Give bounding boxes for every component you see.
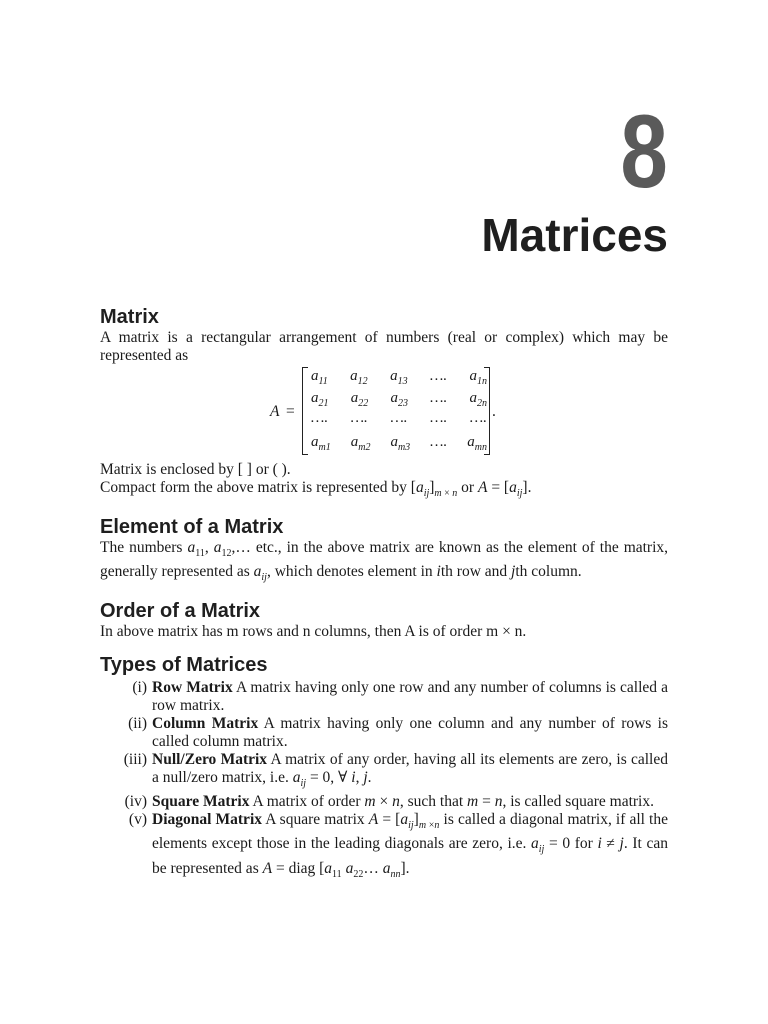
element-text: The numbers $a_{11}$, $a_{12},\dots$ etc., in the above matrix are known as the element of the matrix, generally represented as $a_{ij}$, which denotes element in ith row and jth column. — [100, 539, 669, 584]
order-text: In above matrix has m rows and n columns, then A is of order m × n. — [100, 623, 527, 641]
heading-order: Order of a Matrix — [100, 600, 261, 623]
list-item: (i) Row Matrix A matrix having only one row and any number of columns is called a row matrix. — [132, 679, 668, 715]
matrix-row-1: $a_{11}$ $a_{12}$ $a_{13}$ …. $a_{1n}$ — [311, 368, 487, 387]
matrix-intro: A matrix is a rectangular arrangement of numbers (real or complex) which may be represented as — [100, 329, 668, 364]
list-item: (v) Diagonal Matrix A square matrix $A = [a_{ij}]_{m \times n}$ is called a diagonal matrix, if all the elements except those in the leading diagonals are zero, i.e. $a_{ij} = 0$ for i ≠ j. It can be represented as A = diag [$a_{11}$ $a_{22}\dots$ $a_{nn}$]. — [128, 811, 668, 880]
list-item: (iii) Null/Zero Matrix A matrix of any order, having all its elements are zero, is called a null/zero matrix, i.e. $a_{ij} = 0$, ∀ i, j. — [123, 751, 668, 790]
matrix-equals: = — [286, 403, 295, 420]
matrix-display — [100, 367, 668, 457]
chapter-number: 8 — [620, 94, 668, 210]
types-list — [100, 679, 668, 883]
heading-element: Element of a Matrix — [100, 516, 284, 539]
matrix-brackets — [302, 367, 490, 455]
matrix-compact: Compact form the above matrix is represented by $[a_{ij}]_{m \times n}$ or $A = [a_{ij}]$. — [100, 479, 532, 500]
list-item: (iv) Square Matrix A matrix of order m × n, such that m = n, is called square matrix. — [124, 793, 654, 811]
matrix-row-4: $a_{m1}$ $a_{m2}$ $a_{m3}$ …. $a_{mn}$ — [311, 434, 487, 453]
heading-types: Types of Matrices — [100, 654, 268, 677]
matrix-row-3: …. …. …. …. …. — [311, 410, 487, 426]
chapter-title: Matrices — [481, 209, 668, 261]
page-body — [100, 305, 668, 884]
matrix-period: . — [492, 403, 496, 420]
matrix-enclosed: Matrix is enclosed by [ ] or ( ). — [100, 461, 291, 478]
matrix-row-2: $a_{21}$ $a_{22}$ $a_{23}$ …. $a_{2n}$ — [311, 390, 487, 409]
list-item: (ii) Column Matrix A matrix having only one column and any number of rows is called column matrix. — [128, 715, 668, 751]
matrix-name: A — [270, 403, 280, 420]
heading-matrix: Matrix — [100, 306, 159, 328]
